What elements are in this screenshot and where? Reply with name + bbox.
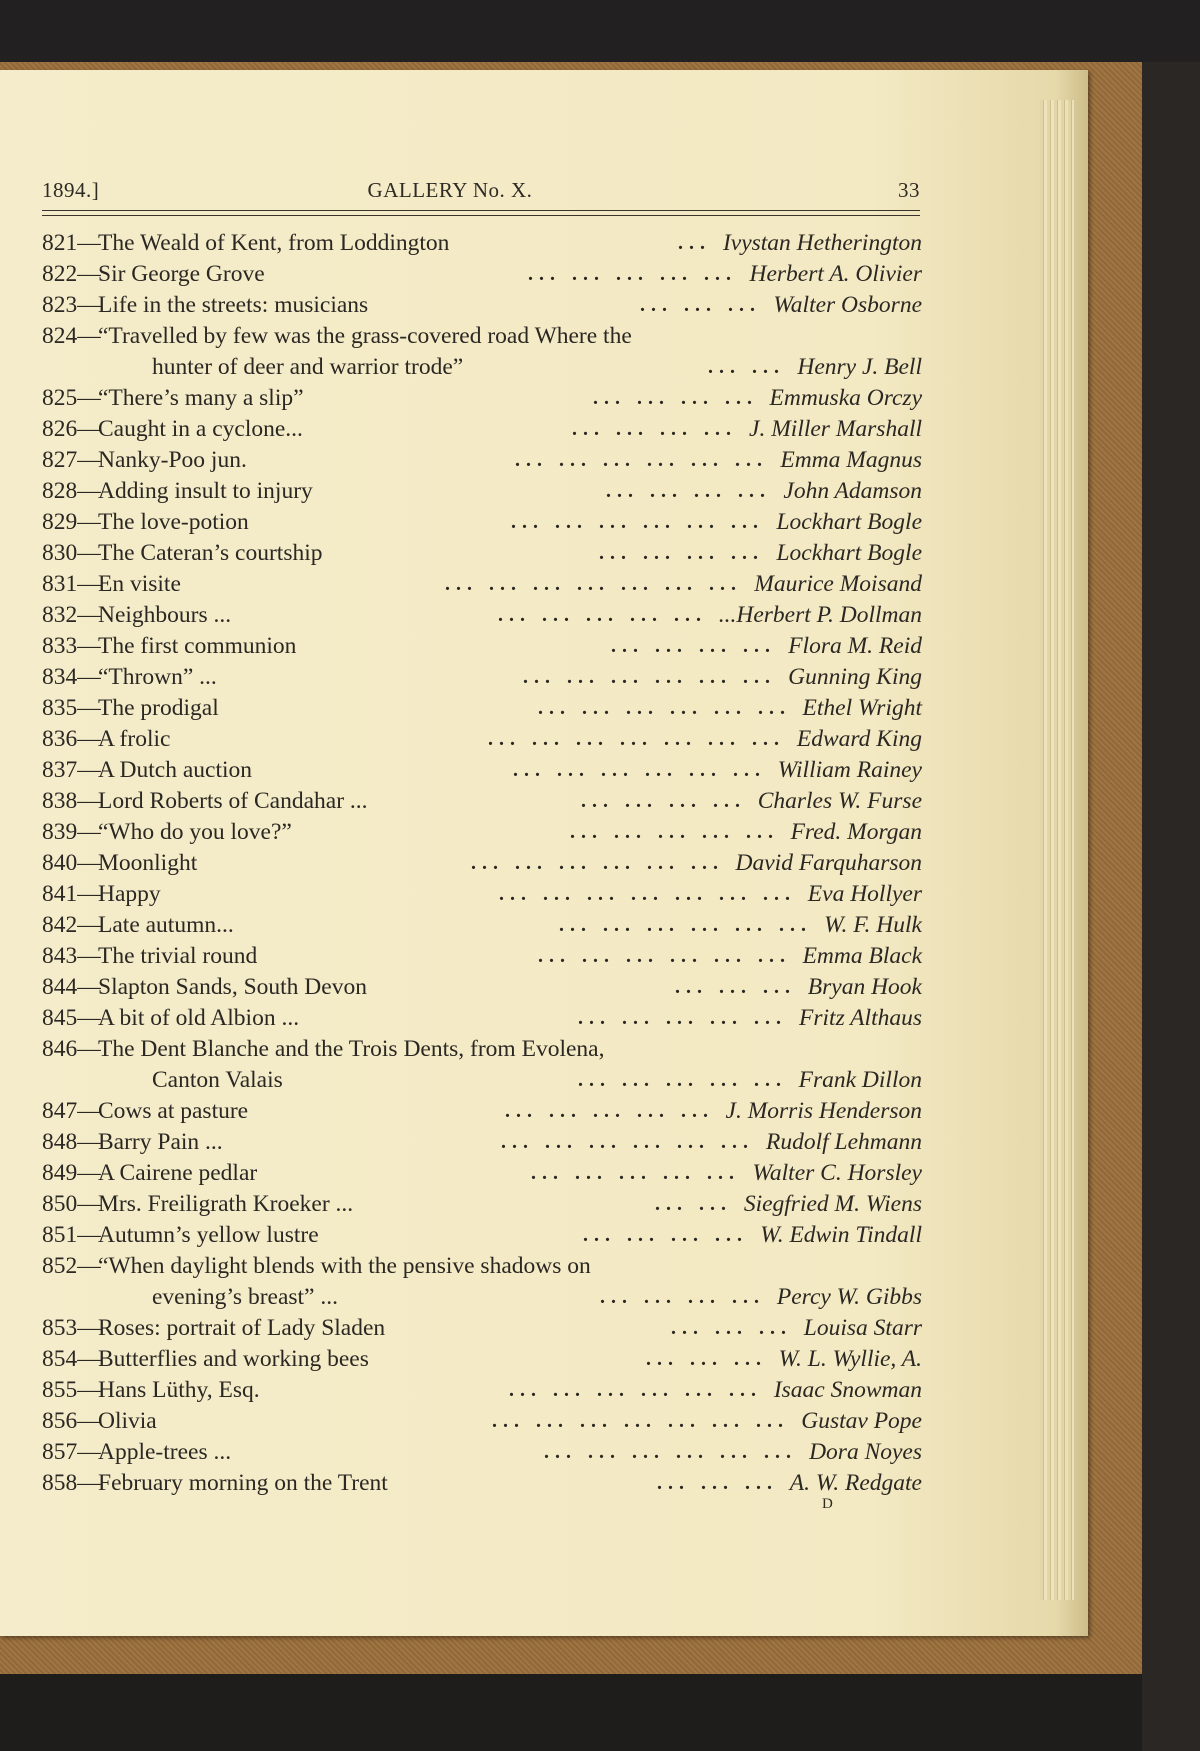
entry-artist: W. L. Wyllie, A. (778, 1346, 922, 1372)
entry-number: 825— (42, 385, 101, 411)
entry-title: A bit of old Albion ... (98, 1005, 300, 1031)
entry-number: 858— (42, 1470, 101, 1496)
entry-artist: Emma Magnus (780, 447, 922, 473)
entry-title: The prodigal (98, 695, 219, 721)
entry-artist: Rudolf Lehmann (765, 1129, 922, 1155)
entry-title: Moonlight (98, 850, 198, 876)
leader-dots: ... ... ... ... ... ... (501, 1131, 754, 1153)
entry-title: evening’s breast” ... (152, 1284, 338, 1310)
entry-number: 828— (42, 478, 101, 504)
catalogue-entry (42, 664, 922, 695)
entry-number: 849— (42, 1160, 101, 1186)
catalogue-entry (42, 230, 922, 261)
entry-title: Caught in a cyclone... (98, 416, 303, 442)
entry-title: “When daylight blends with the pensive shadows on (98, 1253, 591, 1279)
leader-dots: ... ... ... ... (606, 480, 771, 502)
catalogue-entry (42, 447, 922, 478)
entry-artist: Ethel Wright (802, 695, 922, 721)
catalogue-list (42, 230, 922, 1501)
leader-dots: ... ... (708, 356, 785, 378)
entry-number: 837— (42, 757, 101, 783)
entry-artist: Dora Noyes (809, 1439, 922, 1465)
entry-title: A Cairene pedlar (98, 1160, 258, 1186)
entry-artist: Lockhart Bogle (776, 509, 922, 535)
leader-dots: ... ... ... ... ... (505, 1100, 714, 1122)
entry-artist: Walter Osborne (773, 292, 922, 318)
catalogue-entry (42, 1067, 922, 1098)
entry-title: Apple-trees ... (98, 1439, 232, 1465)
entry-artist: Emma Black (802, 943, 922, 969)
entry-artist: ...Herbert P. Dollman (718, 602, 922, 628)
catalogue-entry (42, 602, 922, 633)
entry-title: En visite (98, 571, 181, 597)
catalogue-entry (42, 819, 922, 850)
entry-title: The love-potion (98, 509, 249, 535)
leader-dots: ... ... ... ... ... (578, 1007, 787, 1029)
leader-dots: ... ... ... (657, 1472, 778, 1494)
entry-title: Slapton Sands, South Devon (98, 974, 367, 1000)
catalogue-entry (42, 788, 922, 819)
entry-number: 844— (42, 974, 101, 1000)
catalogue-entry (42, 1005, 922, 1036)
catalogue-entry (42, 261, 922, 292)
leader-dots: ... ... ... ... ... ... ... (488, 728, 785, 750)
catalogue-entry (42, 509, 922, 540)
leader-dots: ... ... ... ... (600, 1286, 765, 1308)
entry-artist: J. Morris Henderson (725, 1098, 922, 1124)
entry-title: Butterflies and working bees (98, 1346, 369, 1372)
leader-dots: ... ... ... ... ... ... ... (445, 573, 742, 595)
leader-dots: ... ... ... ... ... ... ... (499, 883, 796, 905)
entry-number: 853— (42, 1315, 101, 1341)
entry-number: 832— (42, 602, 101, 628)
catalogue-entry (42, 912, 922, 943)
entry-title: Autumn’s yellow lustre (98, 1222, 319, 1248)
entry-title: Adding insult to injury (98, 478, 313, 504)
background-right (1142, 62, 1200, 1751)
entry-number: 829— (42, 509, 101, 535)
entry-number: 856— (42, 1408, 101, 1434)
leader-dots: ... ... ... ... ... ... (538, 697, 791, 719)
catalogue-entry (42, 478, 922, 509)
entry-title: Nanky-Poo jun. (98, 447, 247, 473)
leader-dots: ... ... ... ... ... ... (523, 666, 776, 688)
entry-title: “Thrown” ... (98, 664, 217, 690)
running-head-gallery (0, 178, 1000, 208)
catalogue-entry (42, 1098, 922, 1129)
leader-dots: ... ... ... (671, 1317, 792, 1339)
entry-title: “Travelled by few was the grass-covered road Where the (98, 323, 632, 349)
entry-artist: Isaac Snowman (773, 1377, 922, 1403)
catalogue-entry (42, 850, 922, 881)
entry-title: Sir George Grove (98, 261, 265, 287)
gallery-title: GALLERY No. X. (367, 178, 533, 202)
catalogue-entry (42, 416, 922, 447)
entry-number: 854— (42, 1346, 101, 1372)
leader-dots: ... ... ... ... ... (531, 1162, 740, 1184)
entry-title: Mrs. Freiligrath Kroeker ... (98, 1191, 354, 1217)
catalogue-entry (42, 1129, 922, 1160)
leader-dots: ... ... ... ... ... ... (513, 759, 766, 781)
entry-artist: Edward King (796, 726, 922, 752)
leader-dots: ... ... ... ... ... ... (559, 914, 812, 936)
leader-dots: ... ... ... ... ... (498, 604, 707, 626)
page-number: 33 (898, 178, 920, 202)
leader-dots: ... ... ... ... ... (528, 263, 737, 285)
leader-dots: ... ... ... ... ... ... (515, 449, 768, 471)
entry-title: Cows at pasture (98, 1098, 249, 1124)
entry-artist: Fred. Morgan (790, 819, 922, 845)
signature-mark: D (822, 1496, 833, 1512)
entry-artist: Emmuska Orczy (769, 385, 922, 411)
entry-artist: J. Miller Marshall (749, 416, 922, 442)
header-rule-secondary (42, 215, 920, 216)
entry-number: 840— (42, 850, 101, 876)
entry-number: 847— (42, 1098, 101, 1124)
entry-artist: David Farquharson (735, 850, 922, 876)
entry-number: 842— (42, 912, 101, 938)
entry-title: Neighbours ... (98, 602, 232, 628)
catalogue-entry (42, 633, 922, 664)
entry-title: Late autumn... (98, 912, 234, 938)
leader-dots: ... (678, 232, 711, 254)
catalogue-entry (42, 1036, 922, 1067)
leader-dots: ... ... (655, 1193, 732, 1215)
entry-artist: Maurice Moisand (754, 571, 922, 597)
entry-number: 851— (42, 1222, 101, 1248)
entry-title: Barry Pain ... (98, 1129, 223, 1155)
entry-number: 836— (42, 726, 101, 752)
entry-title: February morning on the Trent (98, 1470, 388, 1496)
entry-number: 822— (42, 261, 101, 287)
entry-artist: W. Edwin Tindall (760, 1222, 922, 1248)
entry-artist: Ivystan Hetherington (722, 230, 922, 256)
catalogue-entry (42, 881, 922, 912)
catalogue-entry (42, 385, 922, 416)
catalogue-entry (42, 1160, 922, 1191)
entry-artist: William Rainey (777, 757, 922, 783)
entry-number: 843— (42, 943, 101, 969)
entry-number: 833— (42, 633, 101, 659)
catalogue-entry (42, 1439, 922, 1470)
entry-artist: Walter C. Horsley (752, 1160, 922, 1186)
entry-number: 831— (42, 571, 101, 597)
entry-title: The Cateran’s courtship (98, 540, 323, 566)
entry-title: Roses: portrait of Lady Sladen (98, 1315, 386, 1341)
leader-dots: ... ... ... ... (572, 418, 737, 440)
catalogue-entry (42, 943, 922, 974)
leader-dots: ... ... ... ... ... ... (544, 1441, 797, 1463)
entry-artist: Henry J. Bell (797, 354, 922, 380)
entry-title: The first communion (98, 633, 297, 659)
entry-number: 838— (42, 788, 101, 814)
entry-artist: Lockhart Bogle (776, 540, 922, 566)
catalogue-entry (42, 292, 922, 323)
leader-dots: ... ... ... ... ... (578, 1069, 787, 1091)
entry-title: A Dutch auction (98, 757, 253, 783)
leader-dots: ... ... ... ... ... ... ... (492, 1410, 789, 1432)
entry-artist: Flora M. Reid (788, 633, 922, 659)
entry-artist: Gustav Pope (801, 1408, 922, 1434)
leader-dots: ... ... ... ... (593, 387, 758, 409)
catalogue-entry (42, 1315, 922, 1346)
entry-title: Life in the streets: musicians (98, 292, 369, 318)
catalogue-entry (42, 1284, 922, 1315)
entry-artist: Fritz Althaus (799, 1005, 922, 1031)
catalogue-entry (42, 726, 922, 757)
entry-number: 834— (42, 664, 101, 690)
entry-number: 850— (42, 1191, 101, 1217)
catalogue-entry (42, 571, 922, 602)
entry-artist: Siegfried M. Wiens (743, 1191, 922, 1217)
catalogue-entry (42, 695, 922, 726)
entry-number: 846— (42, 1036, 101, 1062)
page-edges (1040, 100, 1074, 1600)
entry-title: “Who do you love?” (98, 819, 292, 845)
entry-title: The Dent Blanche and the Trois Dents, from Evolena, (98, 1036, 605, 1062)
catalogue-entry (42, 757, 922, 788)
leader-dots: ... ... ... (646, 1348, 767, 1370)
entry-number: 823— (42, 292, 101, 318)
entry-number: 852— (42, 1253, 101, 1279)
entry-number: 830— (42, 540, 101, 566)
catalogue-entry (42, 323, 922, 354)
entry-number: 839— (42, 819, 101, 845)
leader-dots: ... ... ... ... (599, 542, 764, 564)
entry-number: 821— (42, 230, 101, 256)
entry-title: Olivia (98, 1408, 157, 1434)
entry-number: 845— (42, 1005, 101, 1031)
entry-number: 855— (42, 1377, 101, 1403)
leader-dots: ... ... ... ... ... ... (538, 945, 791, 967)
entry-title: The trivial round (98, 943, 258, 969)
entry-title: A frolic (98, 726, 171, 752)
entry-title: The Weald of Kent, from Loddington (98, 230, 450, 256)
catalogue-entry (42, 1253, 922, 1284)
catalogue-entry (42, 1408, 922, 1439)
leader-dots: ... ... ... ... ... ... (509, 1379, 762, 1401)
leader-dots: ... ... ... ... ... (570, 821, 779, 843)
entry-title: Happy (98, 881, 161, 907)
background-top (0, 0, 1200, 62)
leader-dots: ... ... ... ... (611, 635, 776, 657)
catalogue-entry (42, 1470, 922, 1501)
entry-number: 827— (42, 447, 101, 473)
entry-artist: Herbert A. Olivier (749, 261, 922, 287)
entry-artist: A. W. Redgate (789, 1470, 922, 1496)
entry-artist: Bryan Hook (807, 974, 922, 1000)
entry-title: Lord Roberts of Candahar ... (98, 788, 368, 814)
leader-dots: ... ... ... ... ... ... (511, 511, 764, 533)
running-head-year: 1894.] (42, 178, 100, 202)
catalogue-entry (42, 1346, 922, 1377)
leader-dots: ... ... ... (675, 976, 796, 998)
catalogue-entry (42, 354, 922, 385)
entry-artist: Percy W. Gibbs (776, 1284, 922, 1310)
header-rule (42, 210, 920, 211)
entry-artist: Frank Dillon (798, 1067, 922, 1093)
catalogue-entry (42, 1377, 922, 1408)
entry-number: 841— (42, 881, 101, 907)
leader-dots: ... ... ... ... ... ... (471, 852, 724, 874)
entry-number: 835— (42, 695, 101, 721)
leader-dots: ... ... ... ... (581, 790, 746, 812)
entry-artist: Louisa Starr (803, 1315, 922, 1341)
entry-artist: John Adamson (783, 478, 922, 504)
leader-dots: ... ... ... (640, 294, 761, 316)
leader-dots: ... ... ... ... (583, 1224, 748, 1246)
entry-title: Canton Valais (152, 1067, 283, 1093)
entry-title: “There’s many a slip” (98, 385, 304, 411)
entry-artist: Charles W. Furse (757, 788, 922, 814)
entry-artist: Gunning King (788, 664, 922, 690)
entry-number: 848— (42, 1129, 101, 1155)
entry-artist: Eva Hollyer (807, 881, 922, 907)
catalogue-entry (42, 974, 922, 1005)
entry-number: 857— (42, 1439, 101, 1465)
catalogue-entry (42, 540, 922, 571)
entry-title: hunter of deer and warrior trode” (152, 354, 464, 380)
catalogue-entry (42, 1222, 922, 1253)
entry-number: 824— (42, 323, 101, 349)
catalogue-entry (42, 1191, 922, 1222)
entry-title: Hans Lüthy, Esq. (98, 1377, 260, 1403)
entry-artist: W. F. Hulk (824, 912, 922, 938)
entry-number: 826— (42, 416, 101, 442)
